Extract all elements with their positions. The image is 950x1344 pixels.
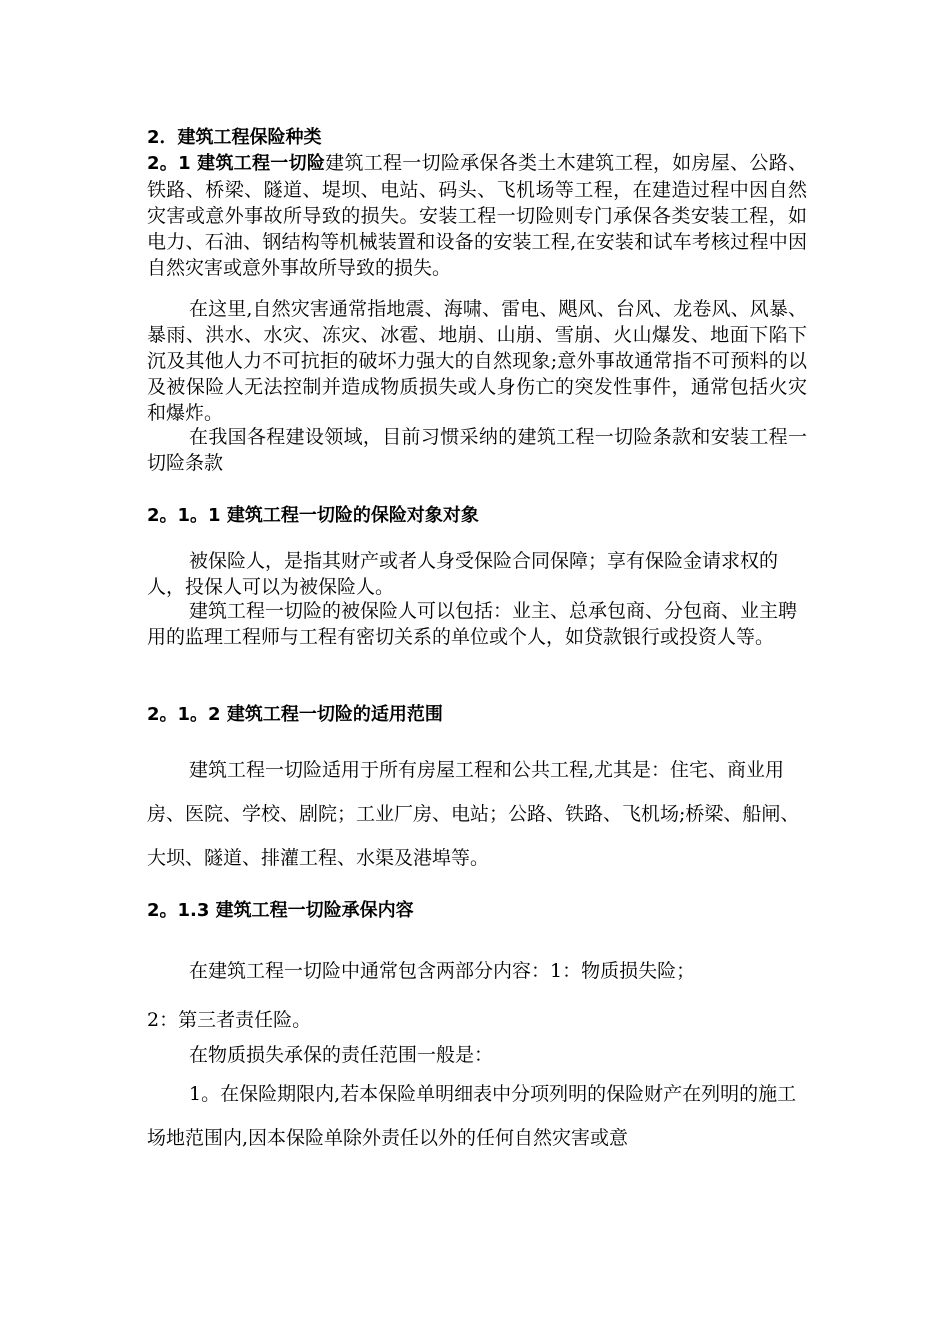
heading-2-1-2: 2。1。2 建筑工程一切险的适用范围 (147, 704, 443, 725)
paragraph-2-1-body: 建筑工程一切险承保各类土木建筑工程，如房屋、公路、铁路、桥梁、隧道、堤坝、电站、码头、飞机场等工程，在建造过程中因自然灾害或意外事故所导致的损失。安装工程一切险则专门承保各类安装工程，如电力、石油、钢结构等机械装置和设备的安装工程,在安装和试车考核过程中因自然灾害或意外事故所导致的损失。 (147, 152, 807, 279)
heading-2-1-3: 2。1.3 建筑工程一切险承保内容 (147, 900, 414, 921)
paragraph-2-1 (147, 150, 807, 281)
paragraph-coverage-line1: 在建筑工程一切险中通常包含两部分内容：1：物质损失险； (189, 960, 696, 982)
paragraph-insured-parties: 建筑工程一切险的被保险人可以包括：业主、总承包商、分包商、业主聘用的监理工程师与工程有密切关系的单位或个人，如贷款银行或投资人等。 (147, 600, 798, 648)
paragraph-insured-definition: 被保险人，是指其财产或者人身受保险合同保障；享有保险金请求权的人，投保人可以为被保险人。 (147, 550, 779, 598)
paragraph-coverage-scope: 在物质损失承保的责任范围一般是： (189, 1044, 494, 1066)
heading-2-1-1: 2。1。1 建筑工程一切险的保险对象对象 (147, 505, 479, 526)
paragraph-coverage-item-1: 1。在保险期限内,若本保险单明细表中分项列明的保险财产在列明的施工场地范围内,因本保险单除外责任以外的任何自然灾害或意 (147, 1083, 797, 1149)
paragraph-scope: 建筑工程一切险适用于所有房屋工程和公共工程,尤其是：住宅、商业用房、医院、学校、剧院；工业厂房、电站；公路、铁路、飞机场;桥梁、船闸、大坝、隧道、排灌工程、水渠及港埠等。 (147, 759, 800, 869)
heading-insurance-types: 2．建筑工程保险种类 (147, 127, 322, 148)
paragraph-coverage-line2: 2：第三者责任险。 (147, 1009, 312, 1031)
paragraph-natural-disaster: 在这里,自然灾害通常指地震、海啸、雷电、飓风、台风、龙卷风、风暴、暴雨、洪水、水灾、冻灾、冰雹、地崩、山崩、雪崩、火山爆发、地面下陷下沉及其他人力不可抗拒的破坏力强大的自然现象;意外事故通常指不可预料的以及被保险人无法控制并造成物质损失或人身伤亡的突发性事件，通常包括火灾和爆炸。 (147, 298, 807, 424)
paragraph-clauses: 在我国各程建设领域，目前习惯采纳的建筑工程一切险条款和安装工程一切险条款 (147, 426, 807, 474)
heading-2-1: 2。1 建筑工程一切险 (147, 153, 326, 174)
